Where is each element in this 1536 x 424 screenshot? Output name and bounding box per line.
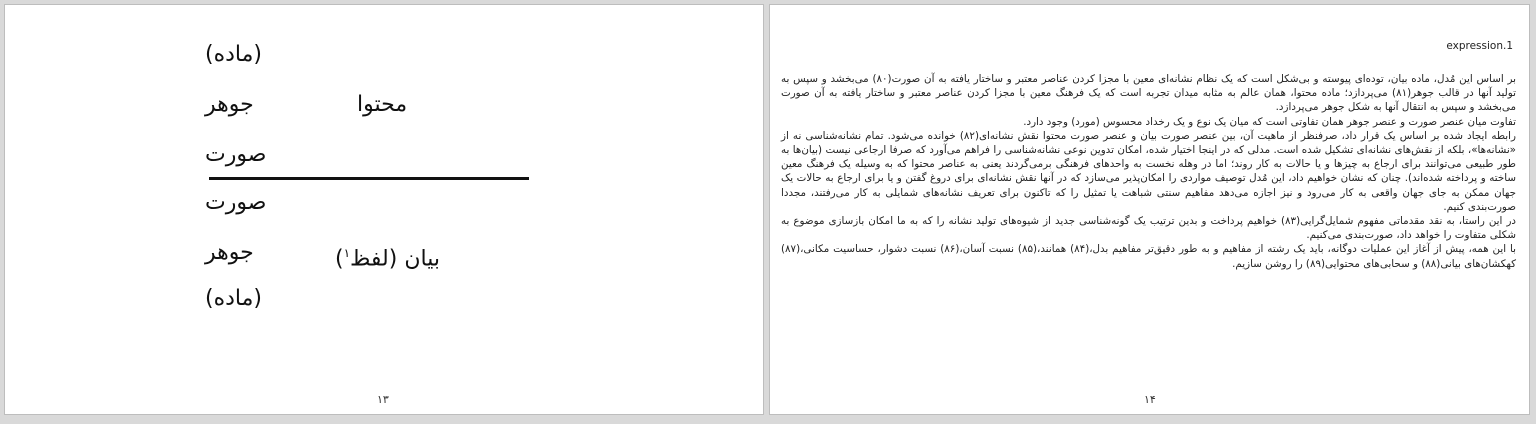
form-label-content: صورت <box>205 142 267 167</box>
expression-label <box>335 239 440 273</box>
form-label-expression: صورت <box>205 190 267 215</box>
matter-label-bottom: (ماده) <box>205 286 262 311</box>
expression-label-close: ) <box>335 246 344 272</box>
matter-label-top: (ماده) <box>205 42 262 67</box>
paragraph: در این راستا، به نقد مقدماتی مفهوم شمایل‌گرایی(۸۳) خواهیم پرداخت و بدین ترتیب یک گونه‌شناسی جدید از شیوه‌های تولید نشانه را که به ما امکان بازسازی موضوع به شکلی متفاوت را خواهد داد، صورت‌بندی می‌کنیم. <box>781 215 1516 242</box>
substance-label-content: جوهر <box>205 92 254 117</box>
page-number-left: ۱۳ <box>377 393 389 406</box>
right-page <box>769 4 1530 415</box>
body-text <box>781 72 1516 271</box>
substance-label-expression: جوهر <box>205 240 254 265</box>
left-page <box>4 4 764 415</box>
footnote-heading: expression.1 <box>1446 40 1513 52</box>
footnote-marker: ۱ <box>343 246 351 260</box>
content-label: محتوا <box>357 92 408 117</box>
paragraph: بر اساس این مُدل، ماده بیان، توده‌ای پیوسته و بی‌شکل است که یک نظام نشانه‌ای معین با مجزا کردن عناصر معتبر و ساختار یافته به آن صورت(۸۰) می‌بخشد و سپس به تولید آنها در قالب جوهر(۸۱) می‌پردازد؛ ماده محتوا، همان عالم به مثابه میدان تجربه است که یک فرهنگ معین با مجزا کردن عناصر معتبر و ساختار یافته به آن صورت می‌بخشد و سپس به انتقال آنها به شکل جوهر می‌پردازد. <box>781 73 1516 114</box>
divider-line <box>209 177 529 180</box>
paragraph: رابطه ایجاد شده بر اساس یک قرار داد، صرفنظر از ماهیت آن، بین عنصر صورت بیان و عنصر صورت محتوا نقش نشانه‌ای(۸۲) خوانده می‌شود. تمام نشانه‌شناسی نه از «نشانه‌ها»، بلکه از نقش‌های نشانه‌ای تشکیل شده است. مدلی که در اینجا اختیار شده، امکان تدوین نوعی نشانه‌شناسی را فراهم می‌آورد که صرفا ارجاعی نیست (بیان‌ها به طور طبیعی می‌توانند برای ارجاع به چیزها و یا حالات به کار روند؛ اما در وهله نخست به واحدهای فرهنگی برمی‌گردند یعنی به عناصر محتوا که به وسیله یک فرهنگ معین ساخته و پرداخته شده‌اند). چنان که نشان خواهیم داد، این مُدل توصیف مواردی را امکان‌پذیر می‌سازد که در آنها نقش نشانه‌ای برای دروغ گفتن و یا برای ارجاع به حالات یک جهان ممکن به جای جهان واقعی به کار می‌رود و نیز اجازه می‌دهد مفاهیم سنتی شباهت یا تمثیل را که تاکنون برای تعریف نشانه‌های شمایلی به کار می‌رفتند، مجددا صورت‌بندی کنیم. <box>781 129 1516 213</box>
paragraph: تفاوت میان عنصر صورت و عنصر جوهر همان تفاوتی است که میان یک نوع و یک رخداد محسوس (مورد) وجود دارد. <box>1023 115 1516 128</box>
paragraph: با این همه، پیش از آغاز این عملیات دوگانه، باید یک رشته از مفاهیم و به طور دقیق‌تر مفاهیم بدل،(۸۴) همانند،(۸۵) نسبت آسان،(۸۶) نسبت دشوار، حساسیت مکانی،(۸۷) کهکشان‌های بیانی(۸۸) و سحابی‌های محتوایی(۸۹) را روشن سازیم. <box>781 243 1516 270</box>
expression-label-text: بیان (لفظ <box>350 246 440 272</box>
page-number-right: ۱۴ <box>1144 393 1156 406</box>
